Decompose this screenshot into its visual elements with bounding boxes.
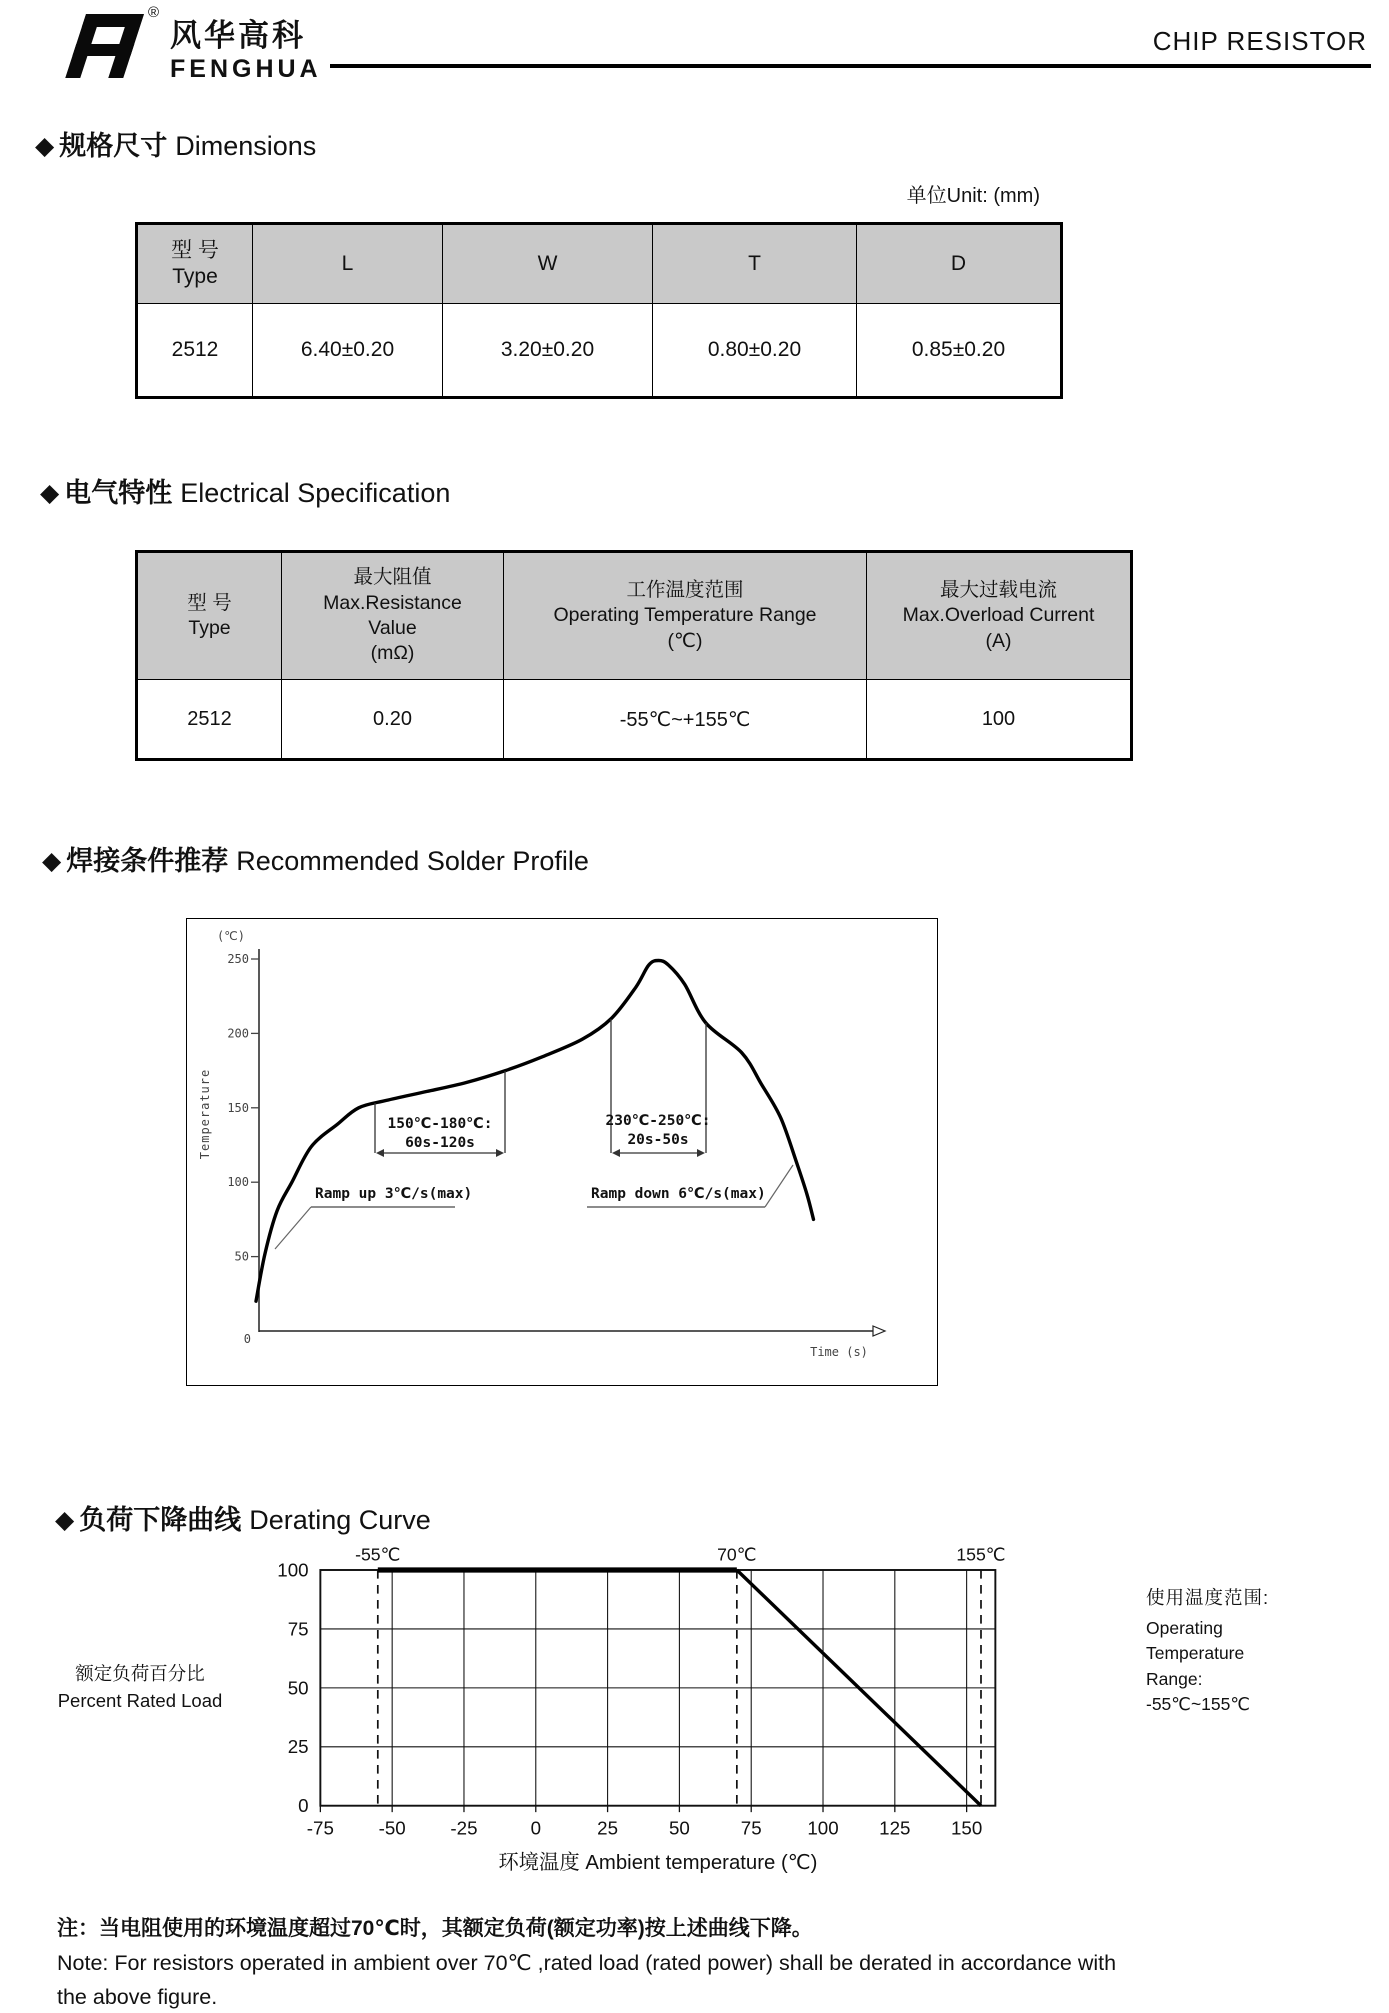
derating-ylabel-en: Percent Rated Load <box>57 1689 223 1711</box>
section-dimensions-en: Dimensions <box>175 131 317 161</box>
dim-value-type: 2512 <box>137 304 253 398</box>
solder-curve <box>256 961 814 1302</box>
solder-profile-svg <box>187 919 937 1385</box>
ele-header-temp-cn: 工作温度范围 <box>626 578 744 601</box>
derating-y-tick-label: 50 <box>287 1677 309 1699</box>
derating-x-tick-label: 75 <box>740 1817 762 1839</box>
derating-y-tick-label: 0 <box>298 1795 309 1817</box>
registered-trademark-icon: ® <box>148 4 160 21</box>
section-solder-cn: 焊接条件推荐 <box>66 846 229 876</box>
unit-note: 单位Unit: (mm) <box>906 185 1040 207</box>
derating-x-tick-label: 50 <box>668 1817 690 1839</box>
derating-y-tick-label: 100 <box>277 1559 309 1581</box>
dim-header-l: L <box>253 224 443 304</box>
section-title-dimensions <box>35 124 1389 163</box>
ele-header-cur-cn: 最大过载电流 <box>939 578 1057 601</box>
note-en-line1: Note: For resistors operated in ambient over 70℃ ,rated load (rated power) shall be derated in accordance with <box>57 1950 1117 1975</box>
brand-name-en: FENGHUA <box>170 55 322 83</box>
ramp-down-leader-line <box>765 1165 793 1207</box>
ramp-up-leader-line <box>275 1207 311 1249</box>
section-electrical-en: Electrical Specification <box>180 478 451 508</box>
derating-x-tick-label: 125 <box>879 1817 911 1839</box>
derating-y-tick-label: 25 <box>287 1736 309 1758</box>
side-note-cn: 使用温度范围: <box>1146 1587 1270 1608</box>
section-dimensions-cn: 规格尺寸 <box>59 131 168 161</box>
ele-header-type <box>137 552 282 680</box>
ele-header-res-unit: (mΩ) <box>370 642 415 665</box>
derating-x-tick-label: 0 <box>530 1817 542 1839</box>
solder-y-tick-label: 100 <box>227 1175 249 1190</box>
dim-value-w: 3.20±0.20 <box>443 304 653 398</box>
dim-value-t: 0.80±0.20 <box>653 304 857 398</box>
derating-x-tick-label: -50 <box>378 1817 406 1839</box>
document-title: CHIP RESISTOR <box>1152 26 1367 56</box>
derating-curve-svg <box>240 1543 1140 1897</box>
section-title-solder-profile <box>42 839 1389 878</box>
solder-annotation: Ramp down 6℃/s(max) <box>591 1186 766 1202</box>
ele-value-resistance: 0.20 <box>282 680 504 760</box>
solder-xlabel: Time (s) <box>810 1345 868 1359</box>
ele-header-cur-unit: (A) <box>985 629 1012 652</box>
footnotes <box>57 1913 1389 2013</box>
ele-value-overload: 100 <box>867 680 1132 760</box>
solder-annotation: 20s-50s <box>627 1132 689 1148</box>
derating-xlabel: 环境温度 Ambient temperature (℃) <box>498 1851 818 1874</box>
ele-value-temp-range: -55℃~+155℃ <box>504 680 867 760</box>
marker-label: -55℃ <box>355 1544 401 1565</box>
marker-label: 70℃ <box>717 1544 757 1565</box>
dimensions-data-row <box>137 304 1062 398</box>
side-note-l2: Operating <box>1146 1617 1223 1638</box>
solder-y-tick-label: 250 <box>227 952 249 966</box>
note-cn: 注：当电阻使用的环境温度超过70℃时，其额定负荷(额定功率)按上述曲线下降。 <box>57 1917 813 1940</box>
section-title-electrical <box>40 471 1389 510</box>
section-title-derating <box>55 1498 1389 1537</box>
solder-origin-label: 0 <box>243 1332 251 1346</box>
electrical-data-row <box>137 680 1132 760</box>
dim-value-l: 6.40±0.20 <box>253 304 443 398</box>
brand-name-cn: 风华高科 <box>170 18 306 53</box>
electrical-header-row <box>137 552 1132 680</box>
dim-header-type-en: Type <box>172 265 218 288</box>
marker-label: 155℃ <box>956 1544 1006 1565</box>
solder-y-unit-label: (℃) <box>217 929 245 943</box>
diamond-bullet-icon: ◆ <box>42 847 62 875</box>
derating-chart-area <box>40 1543 1389 1897</box>
solder-annotation: Ramp up 3℃/s(max) <box>315 1186 473 1202</box>
dimensions-header-row <box>137 224 1062 304</box>
page-header <box>0 0 1389 96</box>
derating-y-axis-label <box>40 1543 240 1715</box>
derating-x-tick-label: 150 <box>950 1817 983 1839</box>
x-axis-arrowhead-icon <box>873 1326 885 1336</box>
ele-header-res-en2: Value <box>368 617 417 639</box>
ele-header-res-en1: Max.Resistance <box>323 591 462 614</box>
solder-profile-chart <box>186 918 938 1386</box>
derating-x-tick-label: 100 <box>807 1817 839 1839</box>
solder-annotation: 150℃-180℃: <box>387 1116 493 1132</box>
diamond-bullet-icon: ◆ <box>40 479 60 507</box>
ele-header-type-en: Type <box>188 617 231 639</box>
dim-header-d: D <box>857 224 1062 304</box>
derating-y-tick-label: 75 <box>287 1618 309 1640</box>
ele-header-overload <box>867 552 1132 680</box>
solder-y-tick-label: 150 <box>227 1100 249 1115</box>
brand-block <box>170 10 322 84</box>
section-solder-en: Recommended Solder Profile <box>236 846 589 876</box>
diamond-bullet-icon: ◆ <box>35 132 55 160</box>
ele-header-cur-en: Max.Overload Current <box>902 604 1095 627</box>
dim-header-t: T <box>653 224 857 304</box>
derating-ylabel-cn: 额定负荷百分比 <box>75 1663 205 1684</box>
side-note-l5: -55℃~155℃ <box>1146 1693 1251 1714</box>
solder-y-tick-label: 200 <box>227 1026 249 1041</box>
derating-x-tick-label: 25 <box>597 1817 619 1839</box>
derating-side-note <box>1140 1543 1331 1717</box>
ele-header-temp-range <box>504 552 867 680</box>
section-derating-cn: 负荷下降曲线 <box>79 1505 242 1535</box>
fenghua-logo-icon <box>62 6 148 82</box>
solder-y-tick-label: 50 <box>234 1249 249 1264</box>
side-note-l4: Range: <box>1146 1668 1203 1689</box>
dimensions-table <box>135 222 1063 399</box>
note-en-line2: the above figure. <box>57 1984 218 2009</box>
header-divider <box>330 64 1371 68</box>
ele-header-temp-unit: (℃) <box>667 629 703 652</box>
section-electrical-cn: 电气特性 <box>64 478 173 508</box>
ele-header-res-cn: 最大阻值 <box>353 566 432 589</box>
section-derating-en: Derating Curve <box>249 1505 431 1535</box>
derating-grid <box>320 1570 995 1806</box>
dim-header-type-cn: 型 号 <box>171 238 219 262</box>
solder-ylabel: Temperature <box>198 1068 212 1160</box>
derating-x-tick-label: -25 <box>450 1817 478 1839</box>
electrical-table <box>135 550 1133 761</box>
ele-header-type-cn: 型 号 <box>187 591 232 614</box>
derating-x-tick-label: -75 <box>306 1817 334 1839</box>
dim-header-type <box>137 224 253 304</box>
solder-annotation: 60s-120s <box>405 1135 475 1151</box>
dim-header-w: W <box>443 224 653 304</box>
side-note-l3: Temperature <box>1146 1643 1245 1664</box>
solder-annotation: 230℃-250℃: <box>605 1113 711 1129</box>
ele-value-type: 2512 <box>137 680 282 760</box>
diamond-bullet-icon: ◆ <box>55 1506 75 1534</box>
ele-header-temp-en: Operating Temperature Range <box>553 604 817 627</box>
ele-header-resistance <box>282 552 504 680</box>
dim-value-d: 0.85±0.20 <box>857 304 1062 398</box>
